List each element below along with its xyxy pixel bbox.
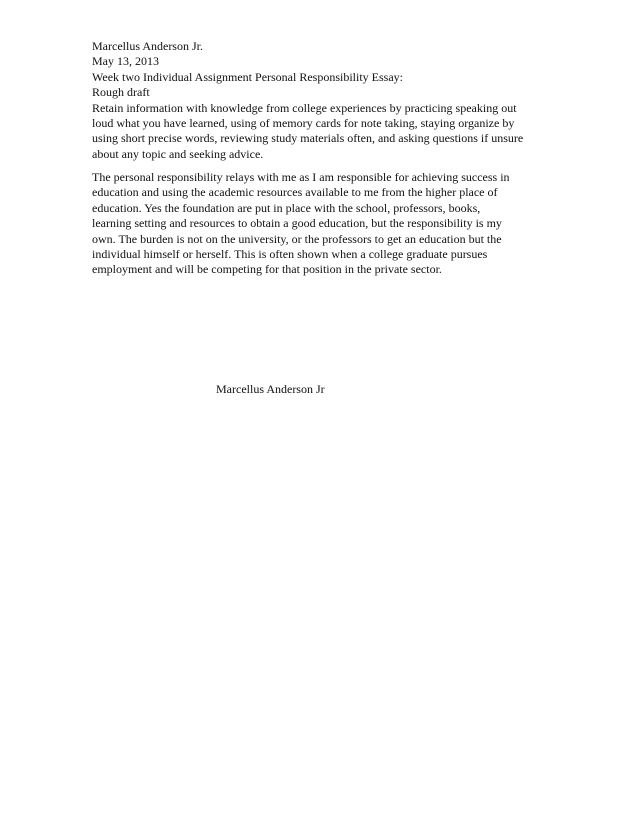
paragraph-2-line: own. The burden is not on the university, or the professors to get an education but the bbox=[92, 231, 502, 246]
paragraph-2-line: education. Yes the foundation are put in place with the school, professors, books, bbox=[92, 200, 481, 215]
header-and-first-paragraph bbox=[92, 39, 552, 162]
paragraph-1-line: loud what you have learned, using of memory cards for note taking, staying organize by bbox=[92, 116, 515, 131]
document-date: May 13, 2013 bbox=[92, 54, 159, 69]
paragraph-2-line: learning setting and resources to obtain a good education, but the responsibility is my bbox=[92, 216, 502, 231]
assignment-title: Week two Individual Assignment Personal Responsibility Essay: bbox=[92, 69, 404, 84]
signature-line: Marcellus Anderson Jr bbox=[216, 382, 325, 396]
paragraph-2-line: employment and will be competing for that position in the private sector. bbox=[92, 262, 442, 277]
paragraph-1-line: Retain information with knowledge from college experiences by practicing speaking out bbox=[92, 100, 517, 115]
paragraph-2-line: individual himself or herself. This is often shown when a college graduate pursues bbox=[92, 247, 488, 262]
author-name: Marcellus Anderson Jr. bbox=[92, 39, 203, 53]
second-paragraph bbox=[92, 170, 552, 278]
paragraph-1-line: using short precise words, reviewing study materials often, and asking questions if unsure bbox=[92, 131, 524, 146]
draft-status: Rough draft bbox=[92, 85, 150, 100]
paragraph-2-line: The personal responsibility relays with me as I am responsible for achieving success in bbox=[92, 170, 510, 184]
paragraph-1-line: about any topic and seeking advice. bbox=[92, 146, 264, 161]
paragraph-2-line: education and using the academic resources available to me from the higher place of bbox=[92, 185, 498, 200]
